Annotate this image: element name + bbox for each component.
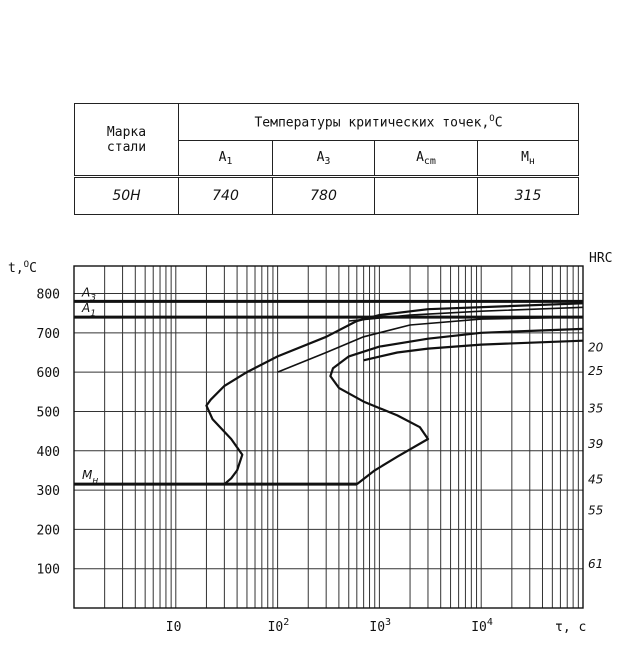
- x-tick-label: $I0^4$: [471, 617, 493, 635]
- y-tick-label: 100: [36, 562, 60, 578]
- hrc-value: 20: [588, 340, 604, 355]
- critical-line-label: $A_1$: [82, 301, 96, 320]
- y-tick-label: 500: [36, 405, 60, 421]
- x-tick-label: I0: [165, 620, 182, 635]
- hrc-value: 39: [588, 436, 604, 451]
- hrc-label: HRC: [589, 251, 613, 266]
- mn-value: 315: [478, 177, 579, 215]
- y-tick-label: 600: [36, 366, 60, 382]
- a1-value: 740: [179, 177, 273, 215]
- grade-header-text: Марка стали: [106, 124, 147, 155]
- x-tick-label: $I0^3$: [369, 617, 392, 635]
- y-tick-label: 300: [36, 484, 60, 500]
- critical-line-label: $A_3$: [82, 285, 96, 304]
- col-acm-base: A: [416, 149, 424, 165]
- degree-unit: C: [494, 115, 503, 131]
- y-tick-label: 200: [36, 523, 60, 539]
- hrc-value: 25: [588, 364, 604, 379]
- col-mn-base: M: [521, 149, 529, 165]
- y-axis-label: t,$^O$C: [8, 260, 37, 276]
- transformation-finish-upper-curve: [278, 317, 583, 372]
- a3-value: 780: [273, 177, 375, 215]
- y-tick-label: 700: [36, 326, 60, 342]
- critical-line-label: $M_н$: [82, 468, 99, 487]
- col-a1-sub: 1: [226, 155, 233, 167]
- col-a1-base: A: [218, 149, 227, 165]
- y-tick-label: 400: [36, 444, 60, 460]
- critical-points-header-text: Температуры критических точек,: [254, 115, 490, 131]
- hrc-value: 55: [588, 503, 604, 518]
- col-mn-sub: н: [528, 155, 535, 167]
- grade-value: 50Н: [75, 177, 179, 215]
- y-tick-label: 800: [36, 287, 60, 303]
- degree-sup: O: [489, 113, 495, 124]
- hrc-value: 45: [588, 472, 604, 487]
- col-a3-base: A: [316, 149, 325, 165]
- transformation-finish-curve: [330, 329, 583, 484]
- col-acm-sub: cm: [423, 155, 436, 167]
- hrc-value: 61: [588, 556, 604, 571]
- x-tick-label: $I0^2$: [267, 617, 290, 635]
- col-a3-sub: 3: [324, 155, 331, 167]
- hrc-value: 35: [588, 401, 604, 416]
- x-axis-label: τ, c: [555, 620, 587, 635]
